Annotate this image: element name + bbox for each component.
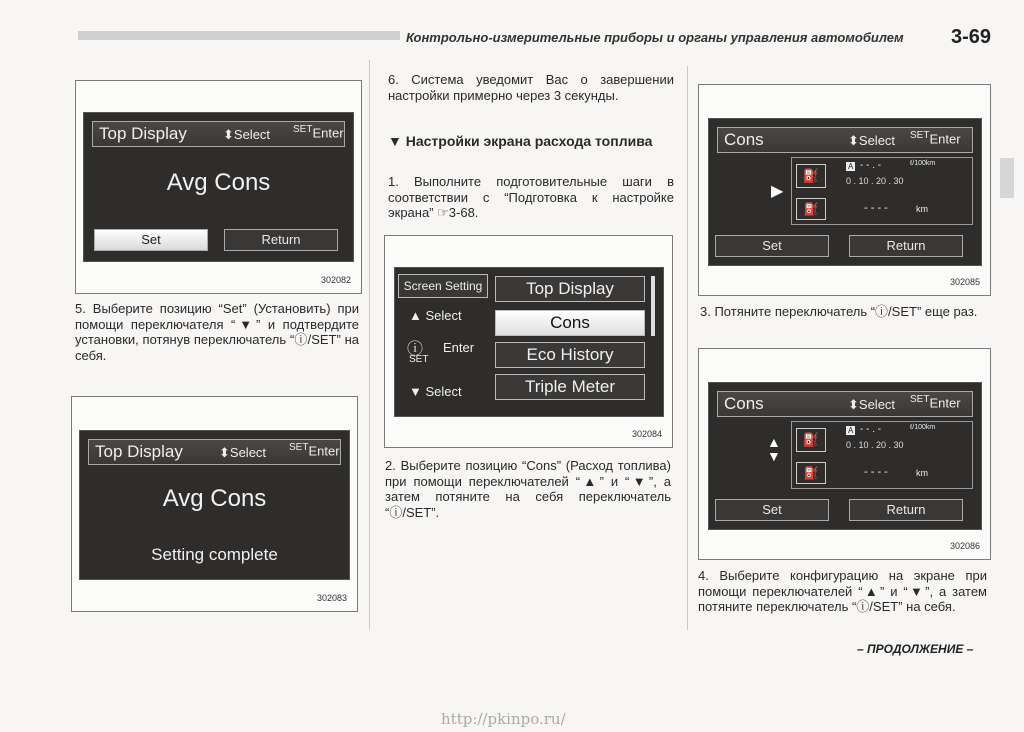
menu-item-cons[interactable]: Cons bbox=[495, 310, 645, 336]
screen-title: Top Display bbox=[99, 124, 187, 143]
select-hint: ⬍Select bbox=[848, 133, 896, 148]
column-separator bbox=[369, 60, 370, 630]
screen-title: Cons bbox=[724, 130, 764, 149]
step-3-text: 3. Потяните переключатель “ⓘ/SET” еще раз. bbox=[700, 304, 978, 319]
consumption-unit: ℓ/100km bbox=[910, 424, 936, 431]
select-down-hint: ▼ Select bbox=[409, 384, 462, 399]
figure-302082 bbox=[75, 80, 362, 294]
consumption-scale: 0 . 10 . 20 . 30 bbox=[846, 176, 904, 186]
info-icon: ⓘ bbox=[407, 341, 424, 358]
set-button[interactable]: Set bbox=[715, 235, 829, 257]
select-up-hint: ▲ Select bbox=[409, 308, 462, 323]
consumption-panel bbox=[791, 157, 973, 225]
step-1-text: 1. Выполните подготовительные шаги в соответствии с “Подготовка к настройке экрана” ☞3-68. bbox=[388, 174, 674, 220]
figure-302085 bbox=[698, 84, 991, 296]
menu-item-eco-history[interactable]: Eco History bbox=[495, 342, 645, 368]
down-arrow-icon: ▼ bbox=[409, 384, 426, 399]
footer-url-watermark[interactable]: http://pkinpo.ru/ bbox=[441, 710, 566, 728]
menu-item-top-display[interactable]: Top Display bbox=[495, 276, 645, 302]
screen-title-bar bbox=[88, 439, 341, 465]
up-arrow-icon: ▲ bbox=[409, 308, 426, 323]
page-header-title: Контрольно-измерительные приборы и органы управления автомобилем bbox=[406, 30, 904, 45]
updown-arrow-icon: ⬍ bbox=[219, 445, 230, 460]
return-button[interactable]: Return bbox=[224, 229, 338, 251]
figure-302084 bbox=[384, 235, 673, 448]
return-button[interactable]: Return bbox=[849, 499, 963, 521]
set-button[interactable]: Set bbox=[715, 499, 829, 521]
range-dashes: - - - - bbox=[864, 466, 888, 478]
enter-hint: $^{SET}$Enter bbox=[293, 124, 344, 141]
figure-302086 bbox=[698, 348, 991, 560]
screen-title-bar bbox=[92, 121, 345, 147]
updown-arrow-icon: ⬍ bbox=[848, 133, 859, 148]
car-fuel-icon: ⛽ bbox=[796, 164, 826, 188]
screen-setting-display bbox=[394, 267, 664, 417]
enter-hint: $^{SET}$Enter bbox=[910, 130, 961, 147]
fuel-pump-icon: ⛽ bbox=[796, 198, 826, 220]
scrollbar[interactable] bbox=[651, 276, 655, 336]
cons-display bbox=[708, 382, 982, 530]
page-number: 3-69 bbox=[951, 26, 992, 48]
figure-id: 302084 bbox=[631, 429, 662, 439]
range-unit: km bbox=[916, 468, 928, 478]
screen-title-bar bbox=[717, 391, 973, 417]
column-separator bbox=[687, 66, 688, 630]
screen-setting-header: Screen Setting bbox=[398, 274, 488, 298]
setting-complete-text: Setting complete bbox=[151, 545, 278, 564]
header-rule bbox=[78, 31, 400, 40]
trip-badge: A bbox=[848, 426, 854, 435]
fuel-pump-icon: ⛽ bbox=[796, 462, 826, 484]
figure-id: 302085 bbox=[949, 277, 980, 287]
section-edge-tab bbox=[1000, 158, 1014, 198]
screen-title: Top Display bbox=[95, 442, 183, 461]
figure-id: 302083 bbox=[316, 593, 347, 603]
updown-arrow-icon: ⬍ bbox=[223, 127, 234, 142]
enter-hint: ⓘ SET Enter bbox=[407, 338, 483, 368]
figure-id: 302086 bbox=[949, 541, 980, 551]
section-title: ▼ Настройки экрана расхода топлива bbox=[388, 133, 653, 149]
screen-title-bar bbox=[717, 127, 973, 153]
display-screen bbox=[79, 430, 350, 580]
continued-label: – ПРОДОЛЖЕНИЕ – bbox=[857, 642, 974, 656]
updown-cursor-icon: ▲ ▼ bbox=[767, 434, 781, 464]
display-screen bbox=[83, 112, 354, 262]
cons-display bbox=[708, 118, 982, 266]
screen-main-text: Avg Cons bbox=[166, 169, 271, 196]
select-hint: ⬍Select bbox=[219, 445, 267, 460]
screen-title: Cons bbox=[724, 394, 764, 413]
consumption-unit: ℓ/100km bbox=[910, 160, 936, 167]
select-hint: ⬍Select bbox=[223, 127, 271, 142]
figure-id: 302082 bbox=[320, 275, 351, 285]
consumption-panel bbox=[791, 421, 973, 489]
enter-hint: $^{SET}$Enter bbox=[289, 442, 340, 459]
menu-item-triple-meter[interactable]: Triple Meter bbox=[495, 374, 645, 400]
car-fuel-icon: ⛽ bbox=[796, 428, 826, 452]
step-6-text: 6. Система уведомит Вас о завершении настройки примерно через 3 секунды. bbox=[388, 72, 674, 103]
step-4-text: 4. Выберите конфигурацию на экране при помощи переключателей “▲” и “▼”, а затем потяните переключатель “ⓘ/SET” на себя. bbox=[698, 568, 987, 614]
return-button[interactable]: Return bbox=[849, 235, 963, 257]
step-2-text: 2. Выберите позицию “Cons” (Расход топлива) при помощи переключателей “▲” и “▼”, а затем потяните на себя переключатель “ⓘ/SET”. bbox=[385, 458, 671, 520]
select-hint: ⬍Select bbox=[848, 397, 896, 412]
range-unit: km bbox=[916, 204, 928, 214]
updown-arrow-icon: ⬍ bbox=[848, 397, 859, 412]
enter-hint: $^{SET}$Enter bbox=[910, 394, 961, 411]
consumption-scale: 0 . 10 . 20 . 30 bbox=[846, 440, 904, 450]
range-dashes: - - - - bbox=[864, 202, 888, 214]
set-button[interactable]: Set bbox=[94, 229, 208, 251]
trip-badge: A bbox=[848, 162, 854, 171]
step-5-text: 5. Выберите позицию “Set” (Установить) при помощи переключателя “▼” и подтвердите установки, потянув переключатель “ⓘ/SET” на себя. bbox=[75, 301, 359, 363]
cursor-arrow-icon: ▶ bbox=[771, 183, 784, 200]
screen-main-text: Avg Cons bbox=[162, 485, 267, 512]
figure-302083 bbox=[71, 396, 358, 612]
consumption-dashes: - - . - bbox=[860, 424, 882, 435]
consumption-dashes: - - . - bbox=[860, 160, 882, 171]
